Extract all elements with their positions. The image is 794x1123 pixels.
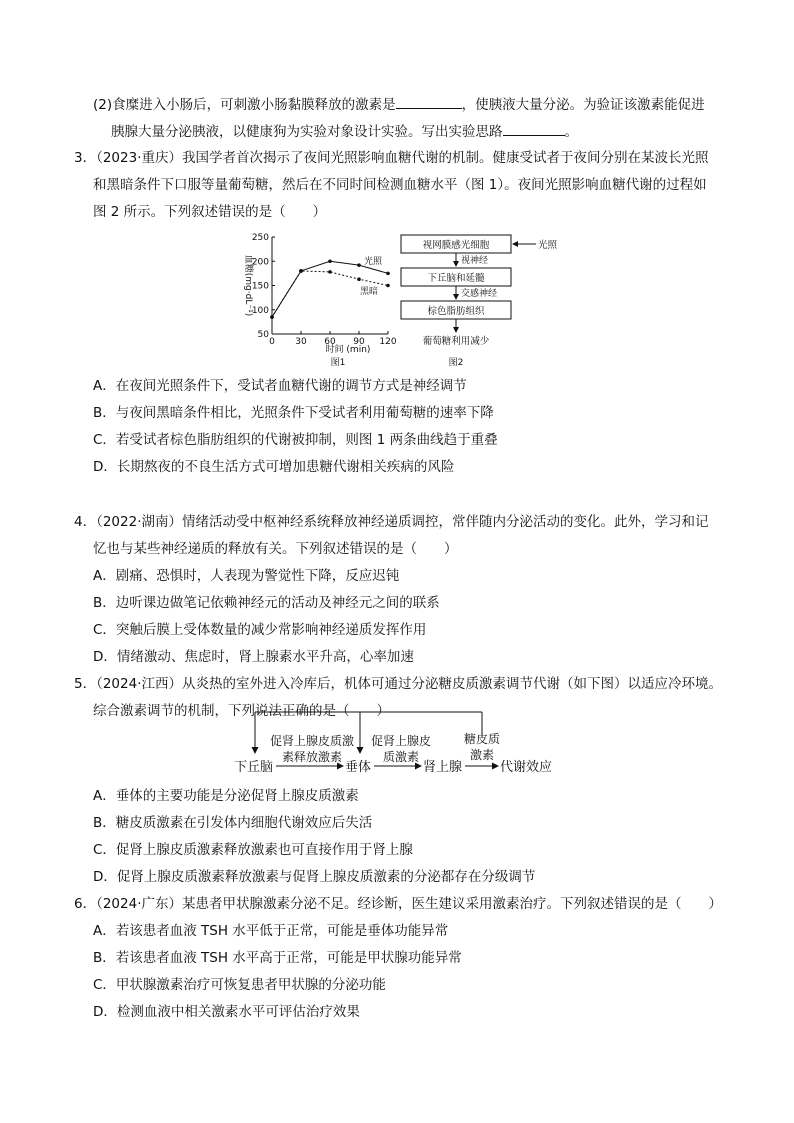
data-point (270, 315, 274, 319)
x-tick-label: 90 (353, 337, 365, 347)
x-tick-label: 120 (379, 337, 397, 347)
q2-part2-text-d: 。 (564, 124, 578, 140)
q4-option-c[interactable]: C．突触后膜上受体数量的减少常影响神经递质发挥作用 (93, 622, 427, 638)
q3-stem-line1: 3．（2023·重庆）我国学者首次揭示了夜间光照影响血糖代谢的机制。健康受试者于夜间分别在某波长光照 (74, 150, 709, 166)
q2-part2-text-b: ，使胰液大量分泌。为验证该激素能促进 (461, 97, 705, 113)
label-acth-line2: 质激素 (382, 750, 420, 764)
q3-stem-line2: 和黑暗条件下口服等量葡萄糖，然后在不同时间检测血糖水平（图 1）。夜间光照影响血糖代谢的过程如 (93, 177, 707, 193)
data-point (357, 277, 361, 281)
data-point (357, 263, 361, 267)
q2-part2-text-a: (2)食糜进入小肠后，可刺激小肠黏膜释放的激素是 (93, 97, 396, 113)
series-label-light: 光照 (364, 257, 383, 267)
chart-axes (272, 237, 388, 334)
q3-option-c[interactable]: C．若受试者棕色脂肪组织的代谢被抑制，则图 1 两条曲线趋于重叠 (93, 432, 498, 448)
data-point (299, 269, 303, 273)
node-adrenal: 肾上腺 (423, 760, 463, 775)
q6-option-b[interactable]: B．若该患者血液 TSH 水平高于正常，可能是甲状腺功能异常 (93, 950, 462, 966)
x-axis-label: 时间 (min) (325, 345, 371, 355)
blood-glucose-chart (232, 228, 402, 373)
node-hypothalamus: 下丘脑 (234, 760, 274, 775)
label-crh-line1: 促肾上腺皮质激 (269, 734, 355, 748)
answer-blank[interactable] (396, 94, 462, 109)
q6-option-d[interactable]: D．检测血液中相关激素水平可评估治疗效果 (93, 1004, 360, 1020)
data-point (386, 284, 390, 288)
y-tick-label: 200 (251, 257, 269, 268)
node-pituitary: 垂体 (345, 760, 372, 775)
y-axis-label: 血糖(mg·dL⁻¹) (243, 254, 253, 317)
mechanism-flowchart (398, 232, 588, 372)
answer-blank[interactable] (503, 121, 565, 136)
q5-option-b[interactable]: B．糖皮质激素在引发体内细胞代谢效应后失活 (93, 815, 373, 831)
brown-fat-label: 棕色脂肪组织 (427, 306, 485, 317)
q5-option-a[interactable]: A．垂体的主要功能是分泌促肾上腺皮质激素 (93, 788, 359, 804)
data-point (328, 270, 332, 274)
q4-option-b[interactable]: B．边听课边做笔记依赖神经元的活动及神经元之间的联系 (93, 595, 440, 611)
data-point (386, 272, 390, 276)
figure-1-caption: 图1 (330, 358, 346, 368)
q2-part2-line2 (111, 121, 578, 142)
q4-option-d[interactable]: D．情绪激动、焦虑时，肾上腺素水平升高，心率加速 (93, 649, 414, 665)
x-tick-label: 30 (295, 337, 307, 347)
y-tick-label: 150 (251, 281, 269, 292)
x-tick-label: 60 (324, 337, 336, 347)
hypothalamus-label: 下丘脑和延髓 (427, 273, 485, 284)
q5-option-d[interactable]: D．促肾上腺皮质激素释放激素与促肾上腺皮质激素的分泌都存在分级调节 (93, 869, 536, 885)
y-tick-label: 50 (257, 330, 269, 340)
optic-nerve-label: 视神经 (461, 256, 489, 266)
q6-option-c[interactable]: C．甲状腺激素治疗可恢复患者甲状腺的分泌功能 (93, 977, 386, 993)
hormone-regulation-diagram (228, 705, 568, 781)
label-crh-line2: 素释放激素 (281, 750, 343, 764)
q4-stem-line2: 忆也与某些神经递质的释放有关。下列叙述错误的是（ ） (93, 541, 458, 557)
y-tick-label: 100 (251, 305, 269, 316)
x-tick-label: 0 (269, 337, 275, 347)
sympathetic-nerve-label: 交感神经 (461, 289, 498, 299)
label-acth-line1: 促肾上腺皮 (370, 734, 432, 748)
label-gc-line1: 糖皮质 (463, 732, 501, 746)
q6-stem-line1: 6．（2024·广东）某患者甲状腺激素分泌不足。经诊断，医生建议采用激素治疗。下列叙述错误的是（ ） (74, 896, 722, 912)
series-label-dark: 黑暗 (360, 287, 379, 297)
label-gc-line2: 激素 (469, 748, 495, 762)
y-tick-label: 250 (251, 233, 269, 243)
q4-option-a[interactable]: A．剧痛、恐惧时，人表现为警觉性下降，反应迟钝 (93, 568, 400, 584)
data-point (328, 259, 332, 263)
q3-option-b[interactable]: B．与夜间黑暗条件相比，光照条件下受试者利用葡萄糖的速率下降 (93, 405, 494, 421)
q2-part2-line1 (93, 94, 705, 115)
q5-option-c[interactable]: C．促肾上腺皮质激素释放激素也可直接作用于肾上腺 (93, 842, 413, 858)
q4-stem-line1: 4．（2022·湖南）情绪活动受中枢神经系统释放神经递质调控，常伴随内分泌活动的变化。此外，学习和记 (74, 514, 709, 530)
light-input-label: 光照 (538, 240, 558, 251)
q2-part2-text-c: 胰腺大量分泌胰液，以健康狗为实验对象设计实验。写出实验思路 (111, 124, 503, 140)
q5-stem-line2: 综合激素调节的机制，下列说法正确的是（ ） (93, 703, 390, 719)
q3-stem-line3: 图 2 所示。下列叙述错误的是（ ） (93, 204, 327, 220)
q6-option-a[interactable]: A．若该患者血液 TSH 水平低于正常，可能是垂体功能异常 (93, 923, 449, 939)
retina-cell-label: 视网膜感光细胞 (422, 240, 490, 251)
figure-2-caption: 图2 (448, 358, 464, 368)
node-metabolic-effect: 代谢效应 (500, 760, 553, 775)
result-label: 葡萄糖利用减少 (422, 336, 490, 347)
q5-stem-line1: 5．（2024·江西）从炎热的室外进入冷库后，机体可通过分泌糖皮质激素调节代谢（如下图）以适应冷环境。 (74, 676, 722, 692)
q3-option-d[interactable]: D．长期熬夜的不良生活方式可增加患糖代谢相关疾病的风险 (93, 459, 455, 475)
q3-option-a[interactable]: A．在夜间光照条件下，受试者血糖代谢的调节方式是神经调节 (93, 378, 467, 394)
